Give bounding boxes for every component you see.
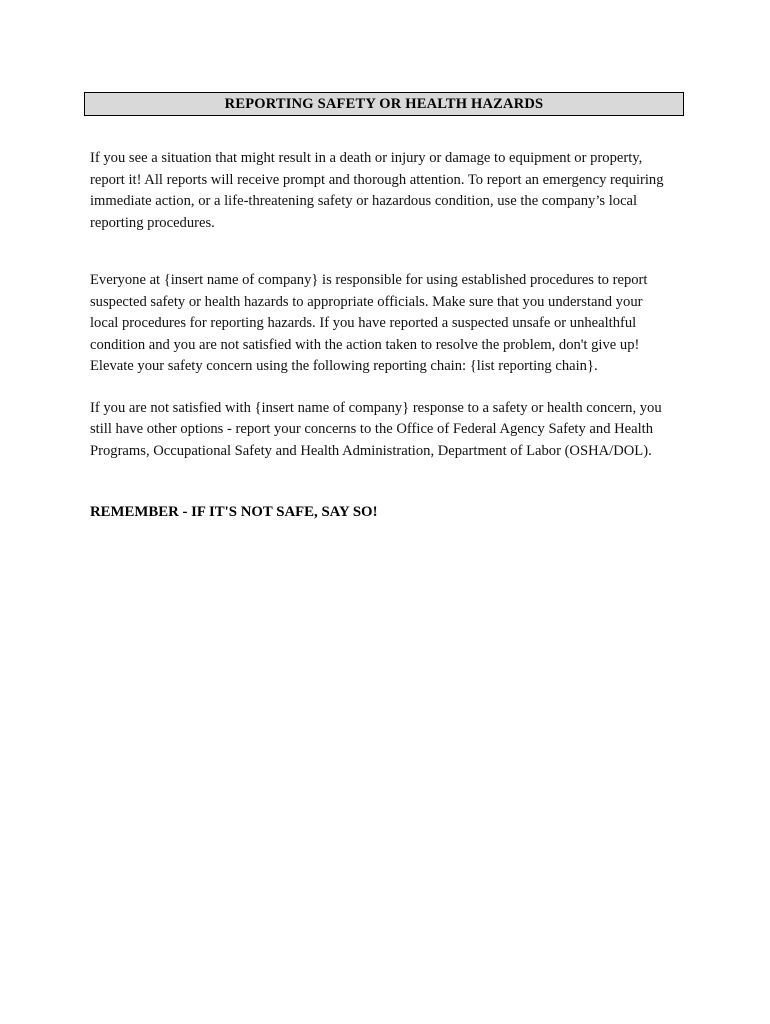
document-body — [90, 148, 672, 523]
paragraph-escalation: If you are not satisfied with {insert name of company} response to a safety or health concern, you still have other options - report your concerns to the Office of Federal Agency Safety and Health Programs, Occupational Safety and Health Administration, Department of Labor (OSHA/DOL). — [90, 399, 662, 459]
paragraph-responsibility: Everyone at {insert name of company} is responsible for using established procedures to report suspected safety or health hazards to appropriate officials. Make sure that you understand your local procedures for reporting hazards. If you have reported a suspected unsafe or unhealthful condition and you are not satisfied with the action taken to resolve the problem, don't give up! Elevate your safety concern using the following reporting chain: {list reporting chain}. — [90, 272, 648, 374]
paragraph-intro: If you see a situation that might result in a death or injury or damage to equipment or property, report it! All reports will receive prompt and thorough attention. To report an emergency requiring immediate action, or a life-threatening safety or hazardous condition, use the company’s local reporting procedures. — [90, 150, 664, 231]
paragraph-spacer — [90, 378, 672, 398]
page-title: REPORTING SAFETY OR HEALTH HAZARDS — [224, 96, 544, 112]
closing-spacer — [90, 462, 672, 502]
paragraph-spacer — [90, 234, 672, 270]
document-title-banner — [84, 92, 684, 116]
closing-statement: REMEMBER - IF IT'S NOT SAFE, SAY SO! — [90, 504, 378, 520]
